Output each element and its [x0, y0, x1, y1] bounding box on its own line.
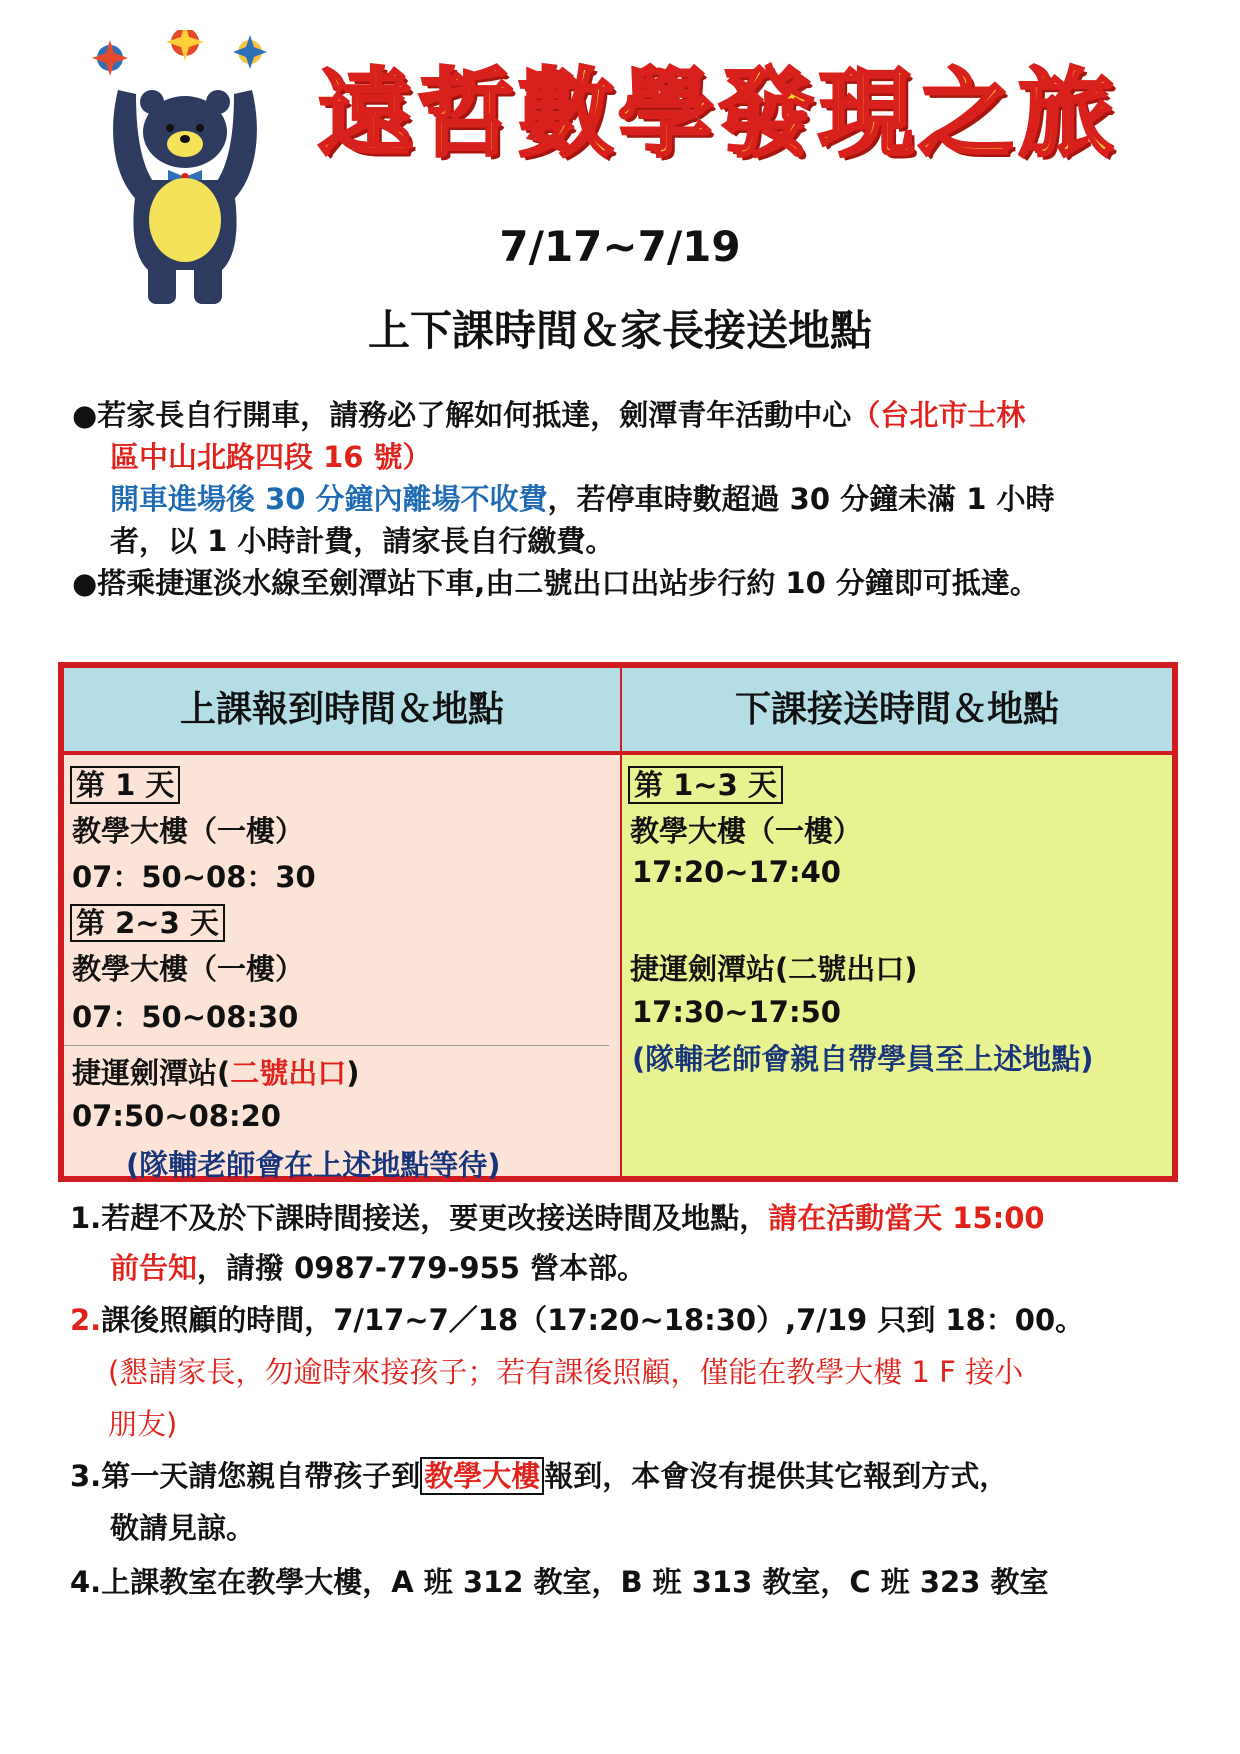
note-3	[70, 1454, 1008, 1495]
note-3-b: 報到，本會沒有提供其它報到方式，	[544, 1459, 1009, 1493]
intro-bullet-mrt: ●搭乘捷運淡水線至劍潭站下車,由二號出口出站步行約 10 分鐘即可抵達。	[72, 566, 1039, 600]
pickup-place-1: 教學大樓（一樓）	[630, 814, 863, 848]
left-header: 上課報到時間＆地點	[64, 668, 622, 755]
pickup-place-2: 捷運劍潭站(二號出口)	[630, 952, 918, 986]
address-part2: 區中山北路四段 16 號）	[110, 440, 432, 474]
days-label: 第 1~3 天	[628, 766, 783, 804]
day1-place: 教學大樓（一樓）	[72, 814, 305, 848]
right-header: 下課接送時間＆地點	[622, 668, 1172, 755]
checkin-note: (隊輔老師會在上述地點等待)	[126, 1148, 501, 1182]
day1-time: 07：50~08：30	[72, 860, 316, 894]
subtitle: 上下課時間＆家長接送地點	[367, 306, 872, 355]
note-2-text: 課後照顧的時間，7/17~7／18（17:20~18:30）,7/19 只到 18：00。	[101, 1303, 1085, 1337]
day23-label: 第 2~3 天	[70, 904, 225, 942]
note-1-a: 1.若趕不及於下課時間接送，要更改接送時間及地點，	[70, 1201, 769, 1235]
note-3-a: 3.第一天請您親自帶孩子到	[70, 1459, 421, 1493]
checkin-cell	[64, 755, 622, 1182]
note-3-highlight: 教學大樓	[420, 1457, 544, 1495]
cell-divider	[64, 1045, 609, 1046]
pickup-cell	[622, 755, 1172, 1176]
mrt-place-a: 捷運劍潭站(	[72, 1056, 231, 1090]
parking-rest-text: ，若停車時數超過 30 分鐘未滿 1 小時	[547, 482, 1055, 516]
day1-label: 第 1 天	[70, 766, 180, 804]
note-1-b: ，請撥 0987-779-955 營本部。	[197, 1251, 647, 1285]
day23-place: 教學大樓（一樓）	[72, 952, 305, 986]
date-range: 7/17~7/19	[499, 222, 741, 271]
parking-rest-text-2: 者，以 1 小時計費，請家長自行繳費。	[110, 524, 615, 558]
note-1-red-2: 前告知	[110, 1251, 198, 1285]
page-title: 遠哲數學發現之旅	[318, 58, 1118, 170]
mrt-checkin-place	[72, 1051, 360, 1092]
note-1-red: 請在活動當天 15:00	[768, 1201, 1045, 1235]
intro-drive-text: ●若家長自行開車，請務必了解如何抵達，劍潭青年活動中心	[72, 398, 852, 432]
note-1	[70, 1196, 1045, 1237]
note-2-note-2: 朋友)	[108, 1407, 178, 1441]
schedule-table	[58, 662, 1178, 1182]
mrt-exit: 二號出口	[230, 1056, 347, 1090]
note-3-cont: 敬請見諒。	[110, 1511, 256, 1545]
day23-time: 07：50~08:30	[72, 1000, 299, 1034]
pickup-time-1: 17:20~17:40	[632, 855, 841, 889]
pickup-note: (隊輔老師會親自帶學員至上述地點)	[632, 1042, 1094, 1076]
note-1-cont	[110, 1246, 646, 1287]
mrt-place-b: )	[346, 1056, 360, 1090]
note-4: 4.上課教室在教學大樓，A 班 312 教室，B 班 313 教室，C 班 323 教室	[70, 1565, 1049, 1599]
address-part1: （台北市士林	[851, 398, 1026, 432]
pickup-time-2: 17:30~17:50	[632, 995, 841, 1029]
intro-bullet-drive	[72, 394, 1182, 604]
note-2	[70, 1298, 1084, 1339]
mrt-checkin-time: 07:50~08:20	[72, 1099, 281, 1133]
parking-free-text: 開車進場後 30 分鐘內離場不收費	[110, 482, 548, 516]
note-2-note-1: (懇請家長，勿逾時來接孩子；若有課後照顧，僅能在教學大樓 1 F 接小	[108, 1355, 1024, 1389]
note-2-num: 2.	[70, 1303, 102, 1337]
